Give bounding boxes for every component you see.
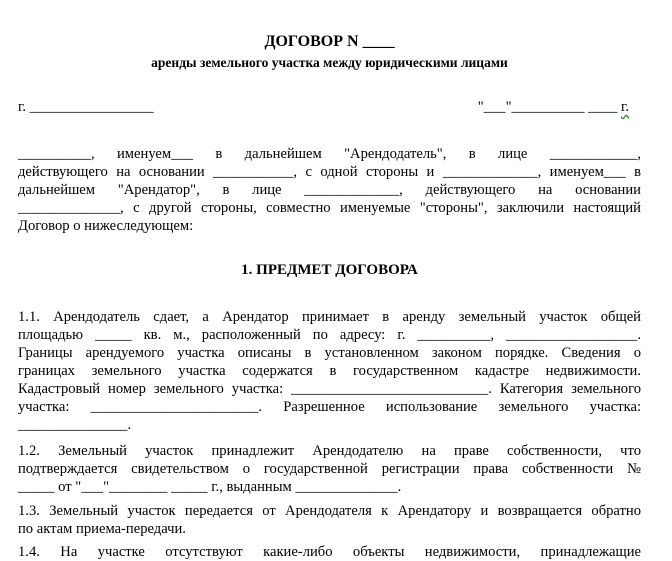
document-subtitle: аренды земельного участка между юридическими лицами bbox=[151, 55, 508, 70]
clause-line: границах земельного участка содержатся в государственном кадастре недвижимости. bbox=[18, 363, 641, 379]
clause-line: 1.1. Арендодатель сдает, а Арендатор принимает в аренду земельный участок общей bbox=[18, 309, 641, 325]
preamble-line: дальнейшем "Арендатор", в лице _____________, действующего на основании bbox=[18, 182, 641, 198]
clause-line: площадью _____ кв. м., расположенный по адресу: г. __________, __________________. bbox=[18, 327, 641, 343]
clause-line: _______________. bbox=[18, 417, 132, 433]
date-field bbox=[478, 99, 629, 116]
city-field: г. _________________ bbox=[18, 99, 154, 115]
clause-line: участка: _______________________. Разрешенное использование земельного участка: bbox=[18, 399, 641, 415]
document-title: ДОГОВОР N ____ bbox=[264, 33, 395, 50]
preamble-line: Договор о нижеследующем: bbox=[18, 218, 194, 234]
date-suffix: г. bbox=[621, 99, 629, 115]
clause-line: _____ от "___"________ _____ г., выданным ______________. bbox=[18, 479, 402, 495]
clause-line: Границы арендуемого участка описаны в установленном законом порядке. Сведения о bbox=[18, 345, 641, 361]
clause-line: 1.4. На участке отсутствуют какие-либо объекты недвижимости, принадлежащие bbox=[18, 544, 641, 560]
clause-line: подтверждается свидетельством о государственной регистрации права собственности № bbox=[18, 461, 641, 477]
preamble-line: __________, именуем___ в дальнейшем "Арендодатель", в лице ____________, bbox=[18, 146, 641, 162]
date-prefix: "___"__________ ____ bbox=[477, 99, 621, 115]
clause-line: по актам приема-передачи. bbox=[18, 521, 186, 537]
preamble-line: действующего на основании ___________, с одной стороны и _____________, именуем___ в bbox=[18, 164, 641, 180]
section-heading: 1. ПРЕДМЕТ ДОГОВОРА bbox=[241, 262, 418, 278]
preamble-line: ______________, с другой стороны, совместно именуемые "стороны", заключили настоящий bbox=[18, 200, 641, 216]
clause-line: 1.2. Земельный участок принадлежит Арендодателю на праве собственности, что bbox=[18, 443, 641, 459]
clause-line: Кадастровый номер земельного участка: ___________________________. Категория земельного bbox=[18, 381, 641, 397]
clause-line: 1.3. Земельный участок передается от Арендодателя к Арендатору и возвращается обратно bbox=[18, 503, 641, 519]
